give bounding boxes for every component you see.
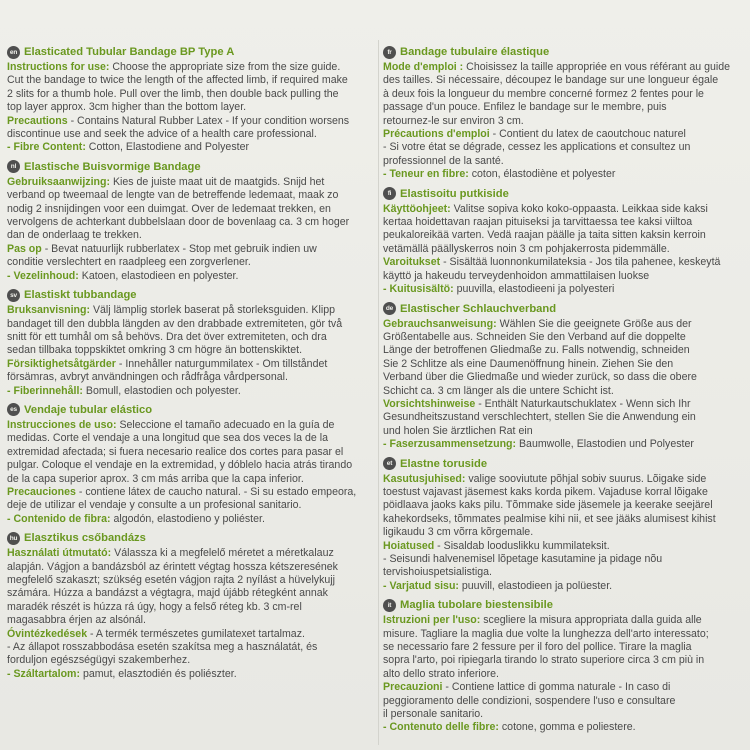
paragraph-label: Käyttöohjeet: <box>383 202 451 215</box>
paragraph-label: Gebrauchsanweisung: <box>383 317 497 330</box>
paragraph-label: - Vezelinhoud: <box>7 269 79 282</box>
section-header <box>7 287 372 303</box>
paragraph-label: Instructions for use: <box>7 61 110 73</box>
section-fr <box>383 44 745 182</box>
section-sv <box>7 287 372 398</box>
section-title: Elastische Buisvormige Bandage <box>24 160 201 173</box>
section-it <box>383 597 745 735</box>
language-code-badge: fi <box>383 187 396 200</box>
language-code-badge: nl <box>7 160 20 173</box>
paragraph: Gebrauchsanweisung: Wählen Sie die geeignete Größe aus der Größentabelle aus. Schneiden Sie den Verband auf die doppelte Länge der betroffenen Gliedmaße zu. Falls notwendig, schneiden Sie 2 Schlitze als eine Daumenöffnung hinein. Ziehen Sie den Verband über die Gliedmaße und wieder zurück, so dass die obere Schicht ca. 3 cm länger als die untere Schicht ist. <box>383 317 697 397</box>
paragraph: Varoitukset - Sisältää luonnonkumilateksia - Jos tila pahenee, keskeytä käyttö ja hakeudu terveydenhoidon ammattilaisen luokse <box>383 256 721 282</box>
paragraph: - Fibre Content: Cotton, Elastodiene and Polyester <box>7 141 249 154</box>
paragraph: Vorsichtshinweise - Enthält Naturkautschuklatex - Wenn sich Ihr Gesundheitszustand verschlechtert, stellen Sie die Anwendung ein und holen Sie ärztlichen Rat ein <box>383 397 696 437</box>
section-header <box>383 597 745 613</box>
paragraph: Használati útmutató: Válassza ki a megfelelő méretet a méretkalauz alapján. Vágjon a bandázsból az érintett végtag hossza kétszeresének megfelelő szakaszt; szükség esetén vágjon rajta 2 nyílást a hüvelykujj számára. Húzza a bandázst a végtagra, majd újább rétegként annak maradék részét is húzza rá úgy, hogy a felső réteg kb. 3 cm-rel magasabbra érjen az alsónál. <box>7 547 338 627</box>
paragraph: - Contenido de fibra: algodón, elastodieno y poliéster. <box>7 512 265 525</box>
section-header <box>7 402 372 418</box>
section-title: Elastisoitu putkiside <box>400 187 509 200</box>
paragraph: Pas op - Bevat natuurlijk rubberlatex - Stop met gebruik indien uw conditie verslechtert en raadpleeg een zorgverlener. <box>7 242 317 269</box>
language-code-badge: es <box>7 403 20 416</box>
paragraph-label: Precautions <box>7 114 68 127</box>
paragraph-label: Vorsichtshinweise <box>383 397 476 410</box>
section-title: Elasticated Tubular Bandage BP Type A <box>24 46 235 58</box>
section-es <box>7 402 372 526</box>
section-header <box>383 186 745 202</box>
paragraph-label: - Fibre Content: <box>7 141 86 154</box>
paragraph: Istruzioni per l'uso: scegliere la misura appropriata dalla guida alle misure. Tagliare la maglia due volte la lunghezza dell'arto interessato; se necessario fare 2 fessure per il foro del pollice. Tirare la maglia sopra l'arto, poi ripiegarla tirando lo strato superiore circa 3 cm più in alto dello strato inferiore. <box>383 614 709 680</box>
section-de <box>383 301 745 452</box>
section-et <box>383 456 745 594</box>
paragraph-label: Istruzioni per l'uso: <box>383 614 481 627</box>
paragraph: Précautions d'emploi - Contient du latex de caoutchouc naturel - Si votre état se dégrade, cessez les applications et consultez un professionnel de la santé. <box>383 128 691 167</box>
paragraph-label: Instrucciones de uso: <box>7 418 117 431</box>
paragraph: - Fiberinnehåll: Bomull, elastodien och polyester. <box>7 384 241 397</box>
section-title: Vendaje tubular elástico <box>24 403 153 416</box>
paragraph-label: Gebruiksaanwijzing: <box>7 175 111 188</box>
paragraph: Hoiatused - Sisaldab looduslikku kummilateksit. - Seisundi halvenemisel lõpetage kasutamine ja pidage nõu tervishoiuspetsialistiga. <box>383 539 663 579</box>
language-code-badge: fr <box>383 46 396 59</box>
paragraph-label: - Kuitusisältö: <box>383 283 454 296</box>
paragraph-label: - Contenido de fibra: <box>7 512 111 525</box>
paragraph-label: Pas op <box>7 242 42 255</box>
section-header <box>383 44 745 60</box>
right-column <box>383 44 745 739</box>
language-code-badge: sv <box>7 289 20 302</box>
section-header <box>7 530 372 546</box>
paragraph: - Száltartalom: pamut, elasztodién és poliészter. <box>7 667 237 680</box>
section-title: Elastiskt tubbandage <box>24 289 137 302</box>
paragraph: - Faserzusammensetzung: Baumwolle, Elastodien und Polyester <box>383 438 694 451</box>
section-hu <box>7 530 372 681</box>
paragraph-label: - Contenuto delle fibre: <box>383 721 499 734</box>
paragraph-label: - Teneur en fibre: <box>383 168 469 181</box>
section-en <box>7 44 372 155</box>
language-code-badge: et <box>383 457 396 470</box>
paragraph-label: - Faserzusammensetzung: <box>383 438 517 451</box>
paragraph-label: Precauzioni <box>383 681 443 694</box>
section-header <box>7 44 372 60</box>
language-code-badge: de <box>383 302 396 315</box>
paragraph: Instrucciones de uso: Seleccione el tamaño adecuado en la guía de medidas. Corte el vendaje a una longitud que sea dos veces la de la extremidad afectada; si fuera necesario realice dos cortes para pasar el pulgar. Coloque el vendaje en la extremidad, y dóblelo hacia atrás tirando de la capa superior aprox. 3 cm más arriba que la capa inferior. <box>7 418 353 485</box>
paragraph-label: Óvintézkedések <box>7 627 88 640</box>
section-title: Elastischer Schlauchverband <box>400 302 557 315</box>
section-title: Elasztikus csőbandázs <box>24 532 146 545</box>
paragraph-label: Précautions d'emploi <box>383 128 490 141</box>
paragraph: Precauzioni - Contiene lattice di gomma naturale - In caso di peggioramento delle condizioni, sospendere l'uso e consultare il personale sanitario. <box>383 681 676 721</box>
paragraph-label: Mode d'emploi : <box>383 61 464 73</box>
paragraph: Bruksanvisning: Välj lämplig storlek baserat på storleksguiden. Klipp bandaget till den dubbla längden av den drabbade extremiteten, gör två snitt för ett tumhål om så behövs. Dra det över extremiteten, och dra sedan tillbaka toppskiktet omkring 3 cm högre än bottenskiktet. <box>7 304 343 357</box>
left-column <box>7 44 372 685</box>
paragraph: - Teneur en fibre: coton, élastodiène et polyester <box>383 168 616 181</box>
section-title: Bandage tubulaire élastique <box>400 46 550 58</box>
section-title: Maglia tubolare biestensibile <box>400 599 553 612</box>
paragraph-label: Kasutusjuhised: <box>383 472 466 485</box>
paragraph-label: Bruksanvisning: <box>7 304 91 317</box>
column-divider <box>378 40 379 745</box>
paragraph: - Kuitusisältö: puuvilla, elastodieeni ja polyesteri <box>383 283 615 296</box>
paragraph: Precauciones - contiene látex de caucho natural. - Si su estado empeora, deje de utilizar el vendaje y consulte a un profesional sanitario. <box>7 485 357 512</box>
paragraph: - Contenuto delle fibre: cotone, gomma e poliestere. <box>383 721 636 734</box>
paragraph-label: Precauciones <box>7 485 76 498</box>
paragraph-label: Hoiatused <box>383 539 435 552</box>
language-code-badge: en <box>7 46 20 59</box>
paragraph: - Varjatud sisu: puuvill, elastodieen ja polüester. <box>383 579 613 592</box>
section-fi <box>383 186 745 297</box>
paragraph: Precautions - Contains Natural Rubber Latex - If your condition worsens discontinue use and seek the advice of a health care professional. <box>7 114 350 141</box>
paragraph: Käyttöohjeet: Valitse sopiva koko koko-oppaasta. Leikkaa side kaksi kertaa hoidettavan raajan pituiseksi ja tarvittaessa tee kaksi viiltoa peukaloreikää varten. Vedä raajan päälle ja taita sitten kaksin kerroin vetämällä päällyskerros noin 3 cm pohjakerrosta pidemmälle. <box>383 202 708 255</box>
section-header <box>383 301 745 317</box>
paragraph-label: Használati útmutató: <box>7 547 112 560</box>
paragraph-label: - Varjatud sisu: <box>383 579 459 592</box>
paragraph: Gebruiksaanwijzing: Kies de juiste maat uit de maatgids. Snijd het verband op tweemaal de lengte van de betreffende ledemaat, maak zo nodig 2 insnijdingen voor een duimgat. Over de ledemaat trekken, en vervolgens de achterkant dubbelslaan door de bovenlaag ca. 3 cm hoger dan de onderlaag te trekken. <box>7 175 350 242</box>
language-code-badge: hu <box>7 532 20 545</box>
paragraph: Försiktighetsåtgärder - Innehåller naturgummilatex - Om tillståndet försämras, avbryt användningen och rådfråga vårdpersonal. <box>7 357 328 384</box>
paragraph-label: Försiktighetsåtgärder <box>7 357 116 370</box>
section-nl <box>7 159 372 283</box>
paragraph: Óvintézkedések - A termék természetes gumilatexet tartalmaz. - Az állapot rosszabbodása esetén szakítsa meg a használatát, és forduljon egészségügyi szakemberhez. <box>7 627 318 667</box>
paragraph: Mode d'emploi : Choisissez la taille appropriée en vous référant au guide des tailles. Si nécessaire, découpez le bandage sur une longueur égale à deux fois la longueur du membre concerné formez 2 fentes pour le passage d'un pouce. Enfilez le bandage sur le membre, puis retournez-le sur environ 3 cm. <box>383 61 730 127</box>
paragraph: Instructions for use: Choose the appropriate size from the size guide. Cut the bandage to twice the length of the affected limb, if required make 2 slits for a thumb hole. Pull over the limb, then double back pulling the top layer approx. 3cm higher than the bottom layer. <box>7 61 348 114</box>
paragraph: Kasutusjuhised: valige sooviutute põhjal sobiv suurus. Lõigake side toestust vajavast jäsemest kaks korda pikem. Vajaduse korral lõigake pöidlaava jaoks kaks pilu. Tõmmake side jäsemele ja keerake seejärel kahekordseks, tõmmates pealmise kihi nii, et see jääks alumisest kihist ligikaudu 3 cm võrra kõrgemale. <box>383 472 716 539</box>
paragraph-label: Varoitukset <box>383 256 441 269</box>
paragraph-label: - Fiberinnehåll: <box>7 384 83 397</box>
paragraph-label: - Száltartalom: <box>7 667 80 680</box>
section-header <box>383 456 745 472</box>
section-header <box>7 159 372 175</box>
paragraph: - Vezelinhoud: Katoen, elastodieen en polyester. <box>7 269 239 282</box>
section-title: Elastne toruside <box>400 457 488 470</box>
language-code-badge: it <box>383 599 396 612</box>
